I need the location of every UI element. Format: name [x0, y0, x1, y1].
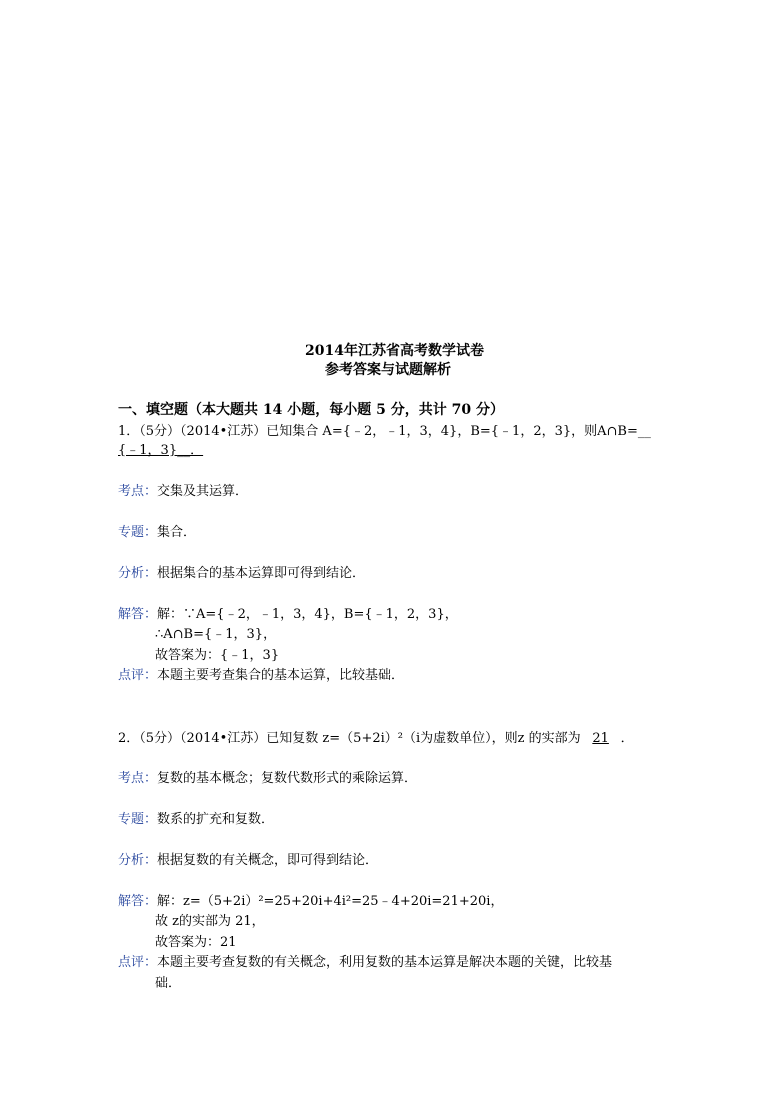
q1-jieda-label: 解答：: [118, 607, 158, 622]
q2-dianping: [118, 955, 612, 971]
q2-dianping-label: 点评：: [118, 955, 158, 970]
q1-fenxi-text: 根据集合的基本运算即可得到结论．: [157, 566, 366, 581]
q2-zhuanti: [118, 812, 274, 828]
q1-kaodian: [118, 484, 248, 500]
q2-fenxi: [118, 853, 378, 869]
q2-kaodian-label: 考点：: [118, 771, 158, 786]
question-2-text: 2．（5分）（2014•江苏）已知复数 z=（5+2i）²（i为虚数单位），则z 的实部为: [118, 731, 581, 746]
q1-kaodian-label: 考点：: [118, 484, 158, 499]
question-2-end: ．: [620, 731, 634, 746]
q1-jieda: [118, 607, 458, 623]
page-title: 2014年江苏省高考数学试卷: [305, 343, 484, 359]
q1-fenxi-label: 分析：: [118, 566, 158, 581]
q1-kaodian-text: 交集及其运算．: [157, 484, 249, 499]
q2-jieda-line-1: 解：z=（5+2i）²=25+20i+4i²=25﹣4+20i=21+20i，: [157, 894, 504, 909]
question-2-answer: 21: [592, 731, 609, 746]
page-subtitle: 参考答案与试题解析: [325, 362, 451, 378]
question-1-blank-end: __．: [177, 443, 204, 458]
question-1-answer-line: [118, 443, 203, 459]
q2-dianping-text-2: 础．: [155, 976, 182, 991]
q1-jieda-line-2: ∴A∩B={﹣1，3}，: [155, 627, 277, 642]
question-1-blank: __: [637, 424, 651, 439]
q1-dianping-text: 本题主要考查集合的基本运算，比较基础．: [157, 668, 405, 683]
q1-jieda-line-3: 故答案为：{﹣1，3}: [155, 648, 280, 663]
q2-zhuanti-text: 数系的扩充和复数．: [157, 812, 275, 827]
question-1-answer: {﹣1，3}: [118, 443, 178, 458]
q2-kaodian-text: 复数的基本概念；复数代数形式的乘除运算．: [157, 771, 418, 786]
q2-fenxi-label: 分析：: [118, 853, 158, 868]
q1-jieda-line-1: 解：∵A={﹣2，﹣1，3，4}，B={﹣1，2，3}，: [157, 607, 458, 622]
q1-zhuanti: [118, 525, 196, 541]
question-1-stem: [118, 424, 651, 440]
q1-zhuanti-label: 专题：: [118, 525, 158, 540]
q2-zhuanti-label: 专题：: [118, 812, 158, 827]
q1-dianping: [118, 668, 404, 684]
q2-kaodian: [118, 771, 417, 787]
q1-dianping-label: 点评：: [118, 668, 158, 683]
q1-fenxi: [118, 566, 365, 582]
section-heading: 一、填空题（本大题共 14 小题，每小题 5 分，共计 70 分）: [118, 402, 504, 418]
question-2-stem: [118, 731, 634, 747]
q2-jieda-line-3: 故答案为：21: [155, 935, 237, 950]
q2-jieda-label: 解答：: [118, 894, 158, 909]
question-1-text: 1．（5分）（2014•江苏）已知集合 A={﹣2，﹣1，3，4}，B={﹣1，2，3}，则A∩B=: [118, 424, 638, 439]
q2-jieda: [118, 894, 503, 910]
q2-jieda-line-2: 故 z的实部为 21，: [155, 914, 265, 929]
q2-dianping-text-1: 本题主要考查复数的有关概念，利用复数的基本运算是解决本题的关键，比较基: [157, 955, 613, 970]
q2-fenxi-text: 根据复数的有关概念，即可得到结论．: [157, 853, 379, 868]
q1-zhuanti-text: 集合．: [157, 525, 197, 540]
